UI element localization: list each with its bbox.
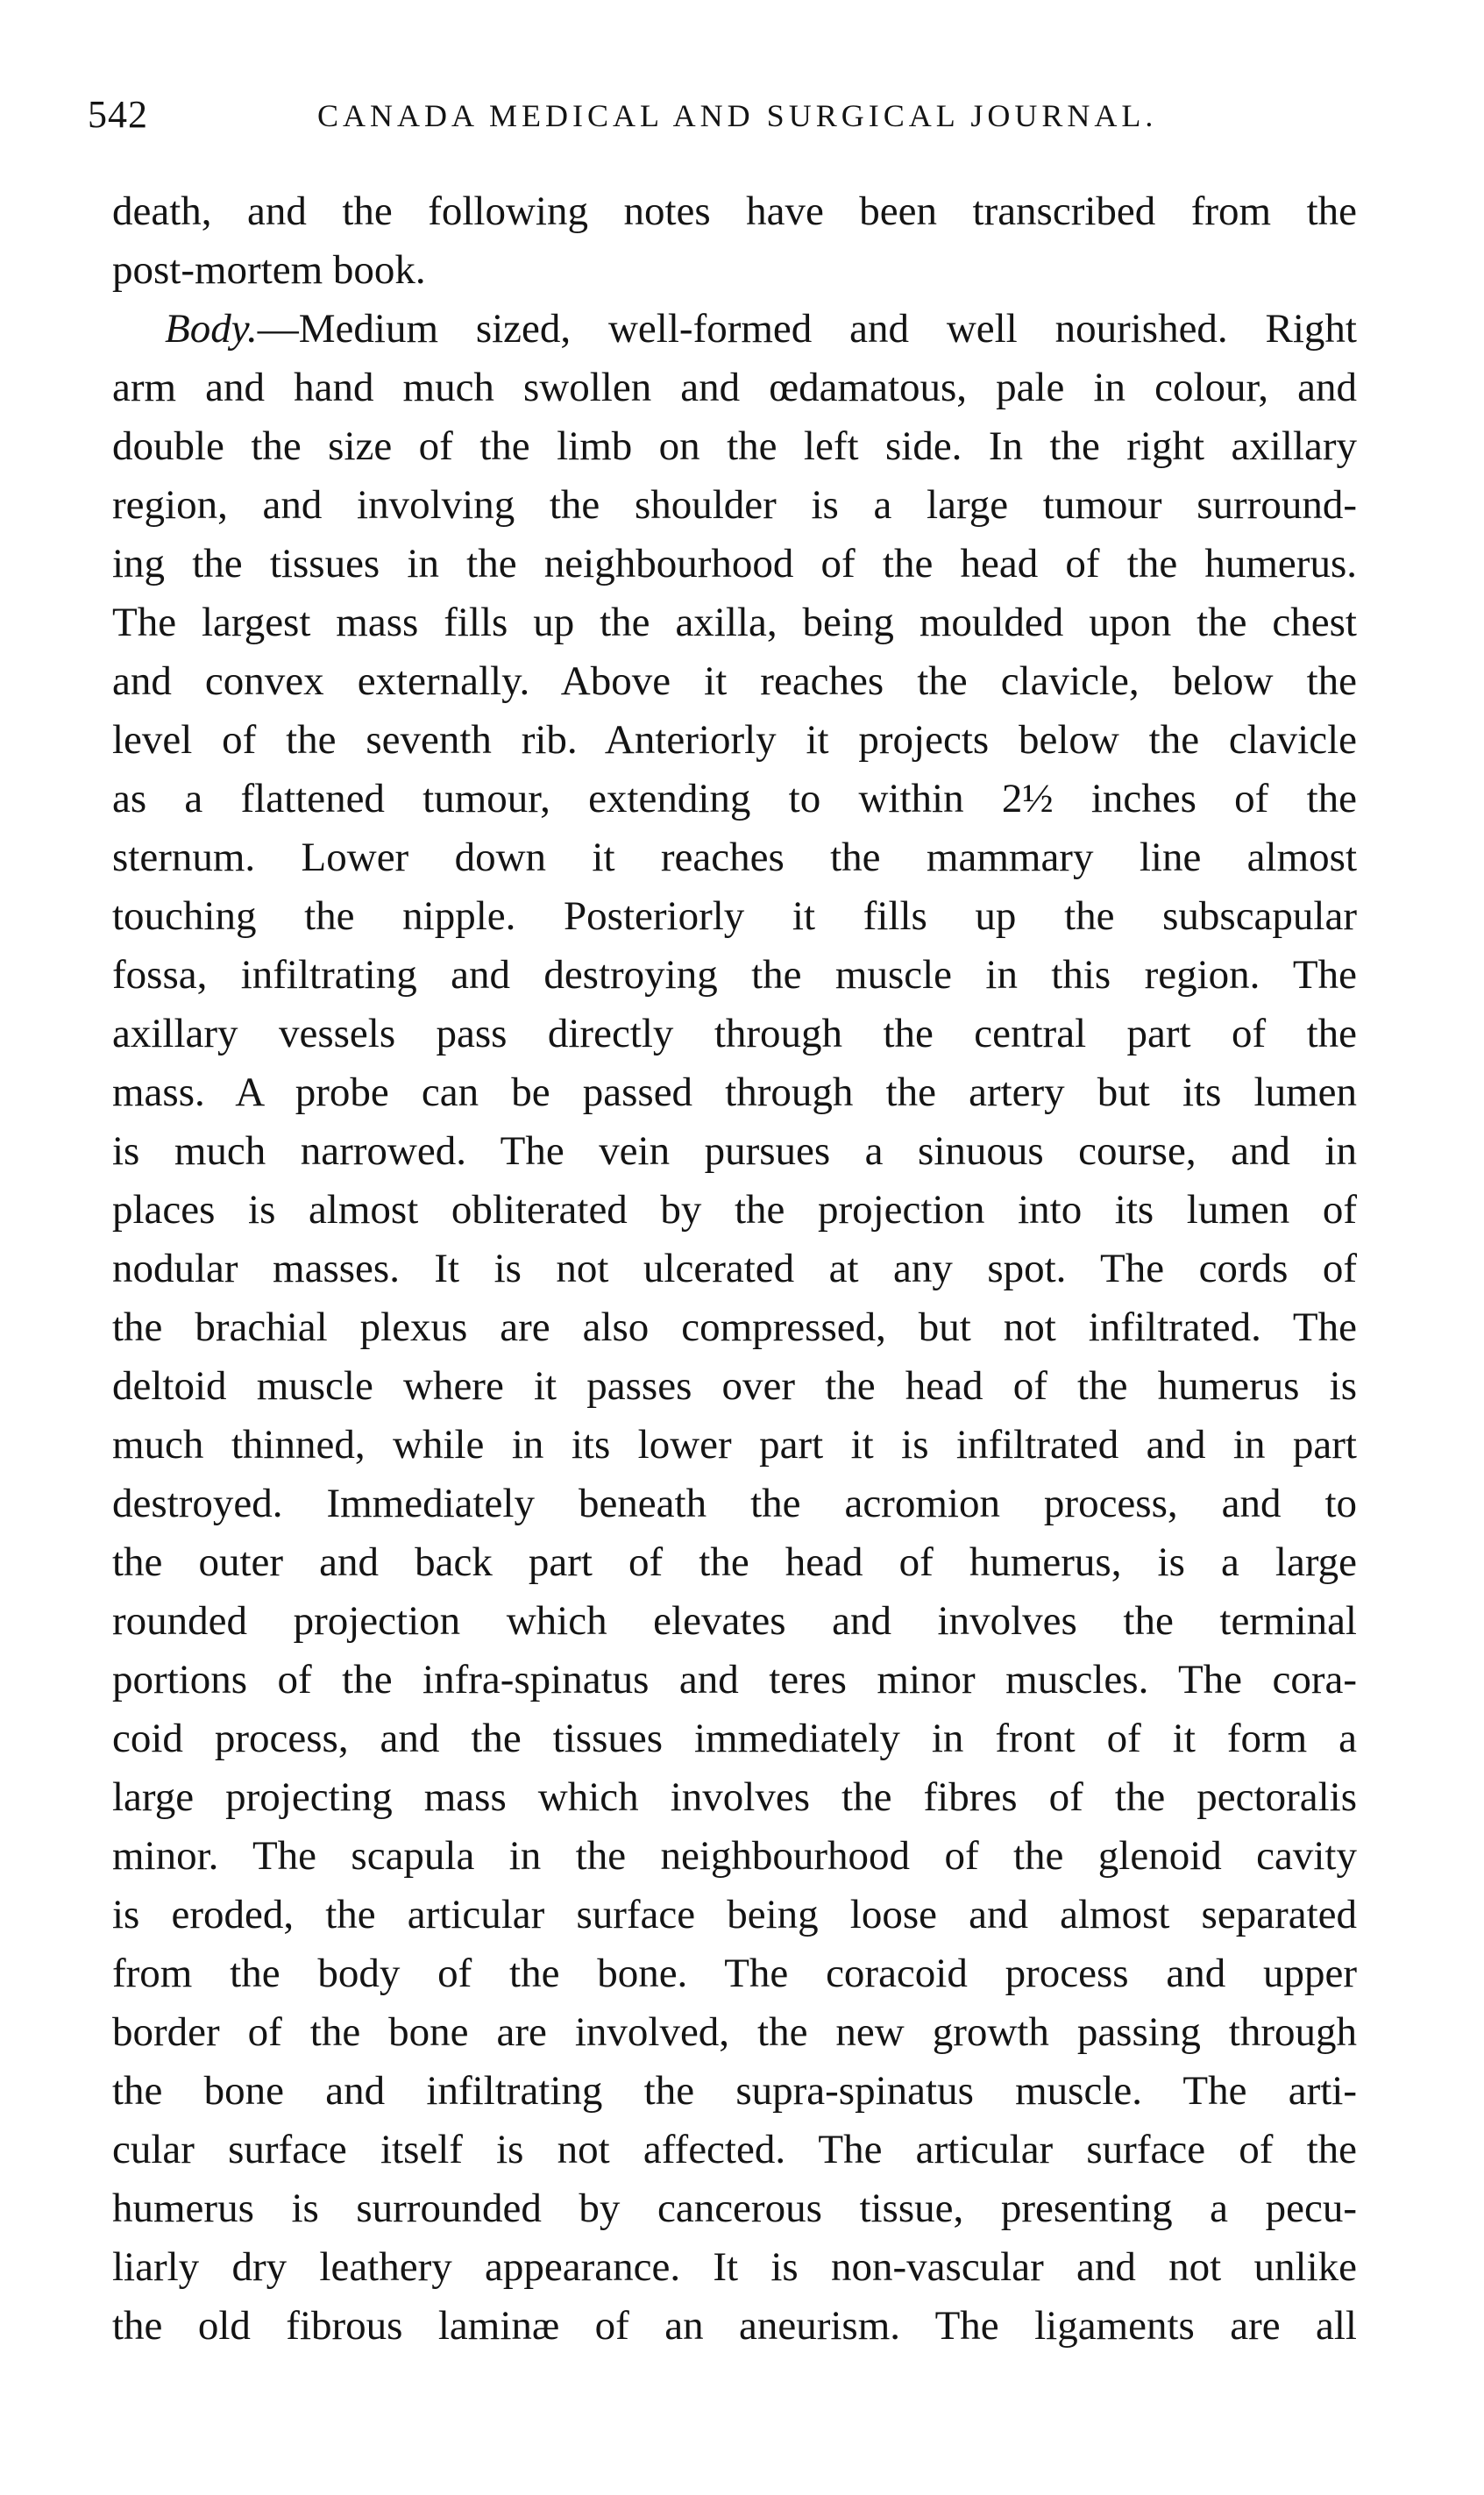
- article-body: [112, 182, 1357, 2356]
- text-line: minor. The scapula in the neighbourhood of the glenoid cavity: [112, 1833, 1357, 1879]
- page-number: 542: [88, 93, 148, 136]
- journal-title: CANADA MEDICAL AND SURGICAL JOURNAL.: [317, 98, 1158, 133]
- text-line: from the body of the bone. The coracoid process and upper: [112, 1951, 1357, 1996]
- text-line: and convex externally. Above it reaches the clavicle, below the: [112, 658, 1357, 704]
- text-line: [112, 300, 1357, 359]
- text-line: the outer and back part of the head of humerus, is a large: [112, 1539, 1357, 1585]
- text-line: mass. A probe can be passed through the artery but its lumen: [112, 1070, 1357, 1115]
- text-line: level of the seventh rib. Anteriorly it projects below the clavicle: [112, 717, 1357, 763]
- text-line: the bone and infiltrating the supra-spinatus muscle. The arti-: [112, 2068, 1357, 2114]
- text-line: as a flattened tumour, extending to within 2½ inches of the: [112, 776, 1357, 821]
- text-line: is much narrowed. The vein pursues a sinuous course, and in: [112, 1128, 1357, 1174]
- text-line: The largest mass fills up the axilla, being moulded upon the chest: [112, 600, 1357, 645]
- text-line: portions of the infra-spinatus and teres minor muscles. The cora-: [112, 1657, 1357, 1702]
- text-line: large projecting mass which involves the fibres of the pectoralis: [112, 1774, 1357, 1820]
- text-line: double the size of the limb on the left side. In the right axillary: [112, 423, 1357, 469]
- text-line: axillary vessels pass directly through the central part of the: [112, 1011, 1357, 1056]
- text-line: humerus is surrounded by cancerous tissue, presenting a pecu-: [112, 2186, 1357, 2231]
- text-line: nodular masses. It is not ulcerated at any spot. The cords of: [112, 1246, 1357, 1291]
- text-line: fossa, infiltrating and destroying the muscle in this region. The: [112, 952, 1357, 998]
- text-line: region, and involving the shoulder is a large tumour surround-: [112, 482, 1357, 528]
- text-line: places is almost obliterated by the projection into its lumen of: [112, 1187, 1357, 1233]
- text-line: is eroded, the articular surface being loose and almost separated: [112, 1892, 1357, 1937]
- text-line: liarly dry leathery appearance. It is non-vascular and not unlike: [112, 2244, 1357, 2290]
- text-fragment: —Medium sized, well-formed and well nourished. Right: [257, 306, 1357, 352]
- text-line: coid process, and the tissues immediately in front of it form a: [112, 1716, 1357, 1761]
- text-line: rounded projection which elevates and involves the terminal: [112, 1598, 1357, 1644]
- text-line: deltoid muscle where it passes over the head of the humerus is: [112, 1363, 1357, 1409]
- text-line: ing the tissues in the neighbourhood of the head of the humerus.: [112, 541, 1357, 586]
- text-line: arm and hand much swollen and œdamatous, pale in colour, and: [112, 365, 1357, 410]
- text-line: post-mortem book.: [112, 247, 426, 293]
- section-heading: Body.: [165, 306, 258, 352]
- text-line: death, and the following notes have been transcribed from the: [112, 188, 1357, 234]
- text-line: cular surface itself is not affected. The articular surface of the: [112, 2127, 1357, 2172]
- text-line: sternum. Lower down it reaches the mammary line almost: [112, 835, 1357, 880]
- text-line: the old fibrous laminæ of an aneurism. The ligaments are all: [112, 2303, 1357, 2349]
- text-line: much thinned, while in its lower part it is infiltrated and in part: [112, 1422, 1357, 1468]
- text-line: touching the nipple. Posteriorly it fills up the subscapular: [112, 893, 1357, 939]
- running-head: [88, 92, 1402, 145]
- text-line: border of the bone are involved, the new growth passing through: [112, 2009, 1357, 2055]
- text-line: destroyed. Immediately beneath the acromion process, and to: [112, 1481, 1357, 1526]
- text-line: the brachial plexus are also compressed, but not infiltrated. The: [112, 1304, 1357, 1350]
